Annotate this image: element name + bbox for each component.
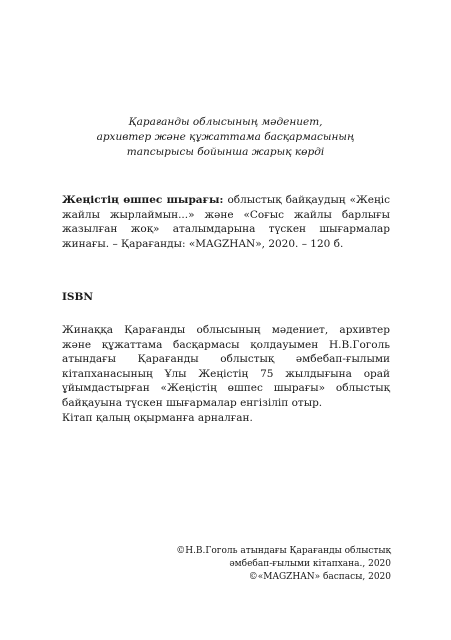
commission-line-3: тапсырысы бойынша жарық көрді (126, 146, 325, 158)
bibliographic-details: облыстық байқаудың «Жеңіс жайлы жырлаймын...» және «Соғыс жайлы барлығы жазылған жоқ» аталымдарына түскен шығармалар жинағы. – Қарағанды: «MAGZHAN», 2020. – 120 б. (62, 194, 390, 250)
commission-line-1: Қарағанды облысының мәдениет, (128, 116, 323, 128)
publication-commission-note (60, 115, 391, 160)
copyright-block (61, 545, 391, 584)
bibliographic-description (62, 193, 390, 251)
book-title: Жеңістің өшпес шырағы: (62, 194, 224, 206)
copyright-line-1: ©Н.В.Гоголь атындағы Қарағанды облыстық (176, 546, 391, 556)
annotation-paragraph-2: Кітап қалың оқырманға арналған. (62, 411, 253, 424)
annotation-paragraph-1: Жинаққа Қарағанды облысының мәдениет, архивтер және құжаттама басқармасы қолдауымен Н.В.Гоголь атындағы Қарағанды облыстық әмбебап-ғылыми кітапханасының Ұлы Жеңістің 75 жылдығына орай ұйымдастырған «Жеңістің өшпес шырағы» облыстық байқауына түскен шығармалар енгізіліп отыр. (62, 324, 390, 409)
isbn-label: ISBN (62, 291, 93, 303)
copyright-line-2: әмбебап-ғылыми кітапхана., 2020 (229, 559, 391, 569)
book-annotation (62, 323, 390, 425)
copyright-line-3: ©«MAGZHAN» баспасы, 2020 (248, 572, 391, 582)
commission-line-2: архивтер және құжаттама басқармасының (96, 131, 355, 143)
